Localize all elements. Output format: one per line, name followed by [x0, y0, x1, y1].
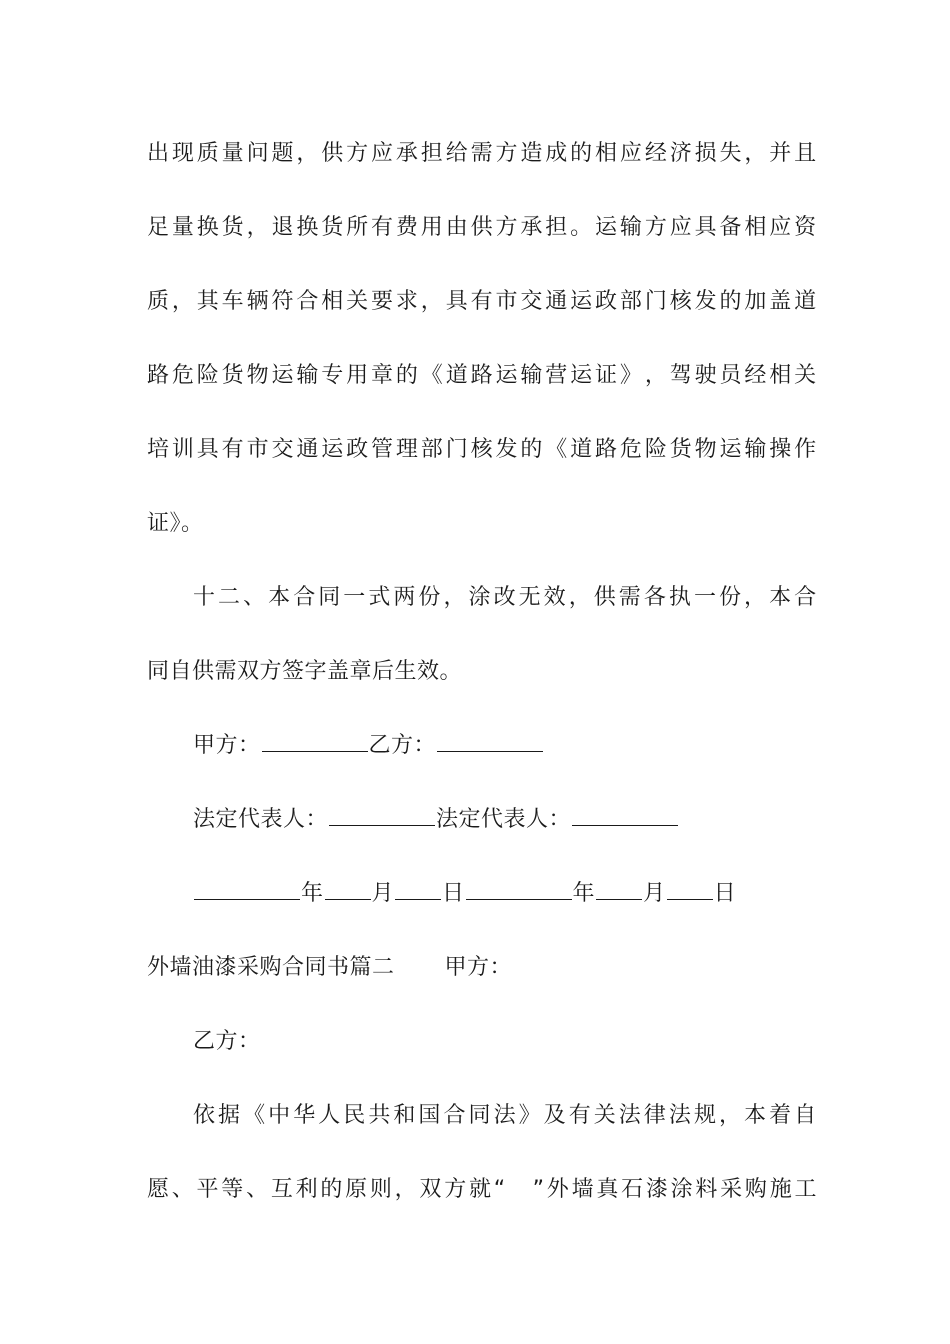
date-b-year-label: 年 — [572, 881, 596, 906]
signature-party-row — [193, 728, 817, 764]
party-a-blank[interactable] — [262, 729, 368, 752]
clause-twelve-line-1: 十 二 、 本 合 同 一 式 两 份 ， 涂 改 无 效 ， 供 需 各 执 一 份 ， 本 合 — [193, 585, 817, 610]
date-b-year-blank[interactable] — [466, 877, 572, 900]
date-b-month-label: 月 — [643, 881, 666, 906]
clause-twelve-line-2: 同自供需双方签字盖章后生效。 — [147, 659, 463, 684]
rep-b-blank[interactable] — [572, 803, 678, 826]
section-two-title: 外墙油漆采购合同书篇二 — [147, 955, 395, 980]
date-a-month-blank[interactable] — [325, 877, 371, 900]
section-two-party-a: 甲方： — [444, 955, 513, 980]
text-line-1: 出 现 质 量 问 题 ， 供 方 应 承 担 给 需 方 造 成 的 相 应 经 济 损 失 ， 并 且 — [147, 141, 817, 166]
date-b-month-blank[interactable] — [596, 877, 642, 900]
date-b-day-label: 日 — [713, 881, 737, 906]
date-a-year-blank[interactable] — [194, 877, 300, 900]
signature-rep-row — [193, 802, 817, 838]
rep-a-label: 法定代表人： — [193, 807, 329, 832]
section-two-para-line-1: 依 据 《 中 华 人 民 共 和 国 合 同 法 》 及 有 关 法 律 法 规 ， 本 着 自 — [193, 1103, 817, 1128]
rep-b-label: 法定代表人： — [436, 807, 572, 832]
date-a-day-label: 日 — [442, 881, 465, 906]
party-b-label: 乙方： — [368, 733, 437, 758]
text-line-2: 足 量 换 货 ， 退 换 货 所 有 费 用 由 供 方 承 担 。 运 输 方 应 具 备 相 应 资 — [147, 215, 817, 240]
date-a-month-label: 月 — [371, 881, 395, 906]
section-two-heading — [147, 950, 817, 986]
rep-a-blank[interactable] — [329, 803, 435, 826]
date-a-year-label: 年 — [301, 881, 324, 906]
date-b-day-blank[interactable] — [667, 877, 713, 900]
text-line-6: 证》。 — [147, 511, 204, 536]
text-line-5: 培 训 具 有 市 交 通 运 政 管 理 部 门 核 发 的 《 道 路 危 险 货 物 运 输 操 作 — [147, 437, 817, 462]
party-a-label: 甲方： — [193, 733, 261, 758]
section-two-para-line-2: 愿 、 平 等 、 互 利 的 原 则 ， 双 方 就 “ ” 外 墙 真 石 漆 涂 料 采 购 施 工 — [147, 1177, 817, 1202]
date-a-day-blank[interactable] — [395, 877, 441, 900]
text-line-4: 路 危 险 货 物 运 输 专 用 章 的 《 道 路 运 输 营 运 证 》 ， 驾 驶 员 经 相 关 — [147, 363, 817, 388]
text-line-3: 质 ， 其 车 辆 符 合 相 关 要 求 ， 具 有 市 交 通 运 政 部 门 核 发 的 加 盖 道 — [147, 289, 817, 314]
signature-date-row — [193, 876, 817, 912]
party-b-blank[interactable] — [437, 729, 543, 752]
section-two-party-b: 乙方： — [193, 1029, 261, 1054]
